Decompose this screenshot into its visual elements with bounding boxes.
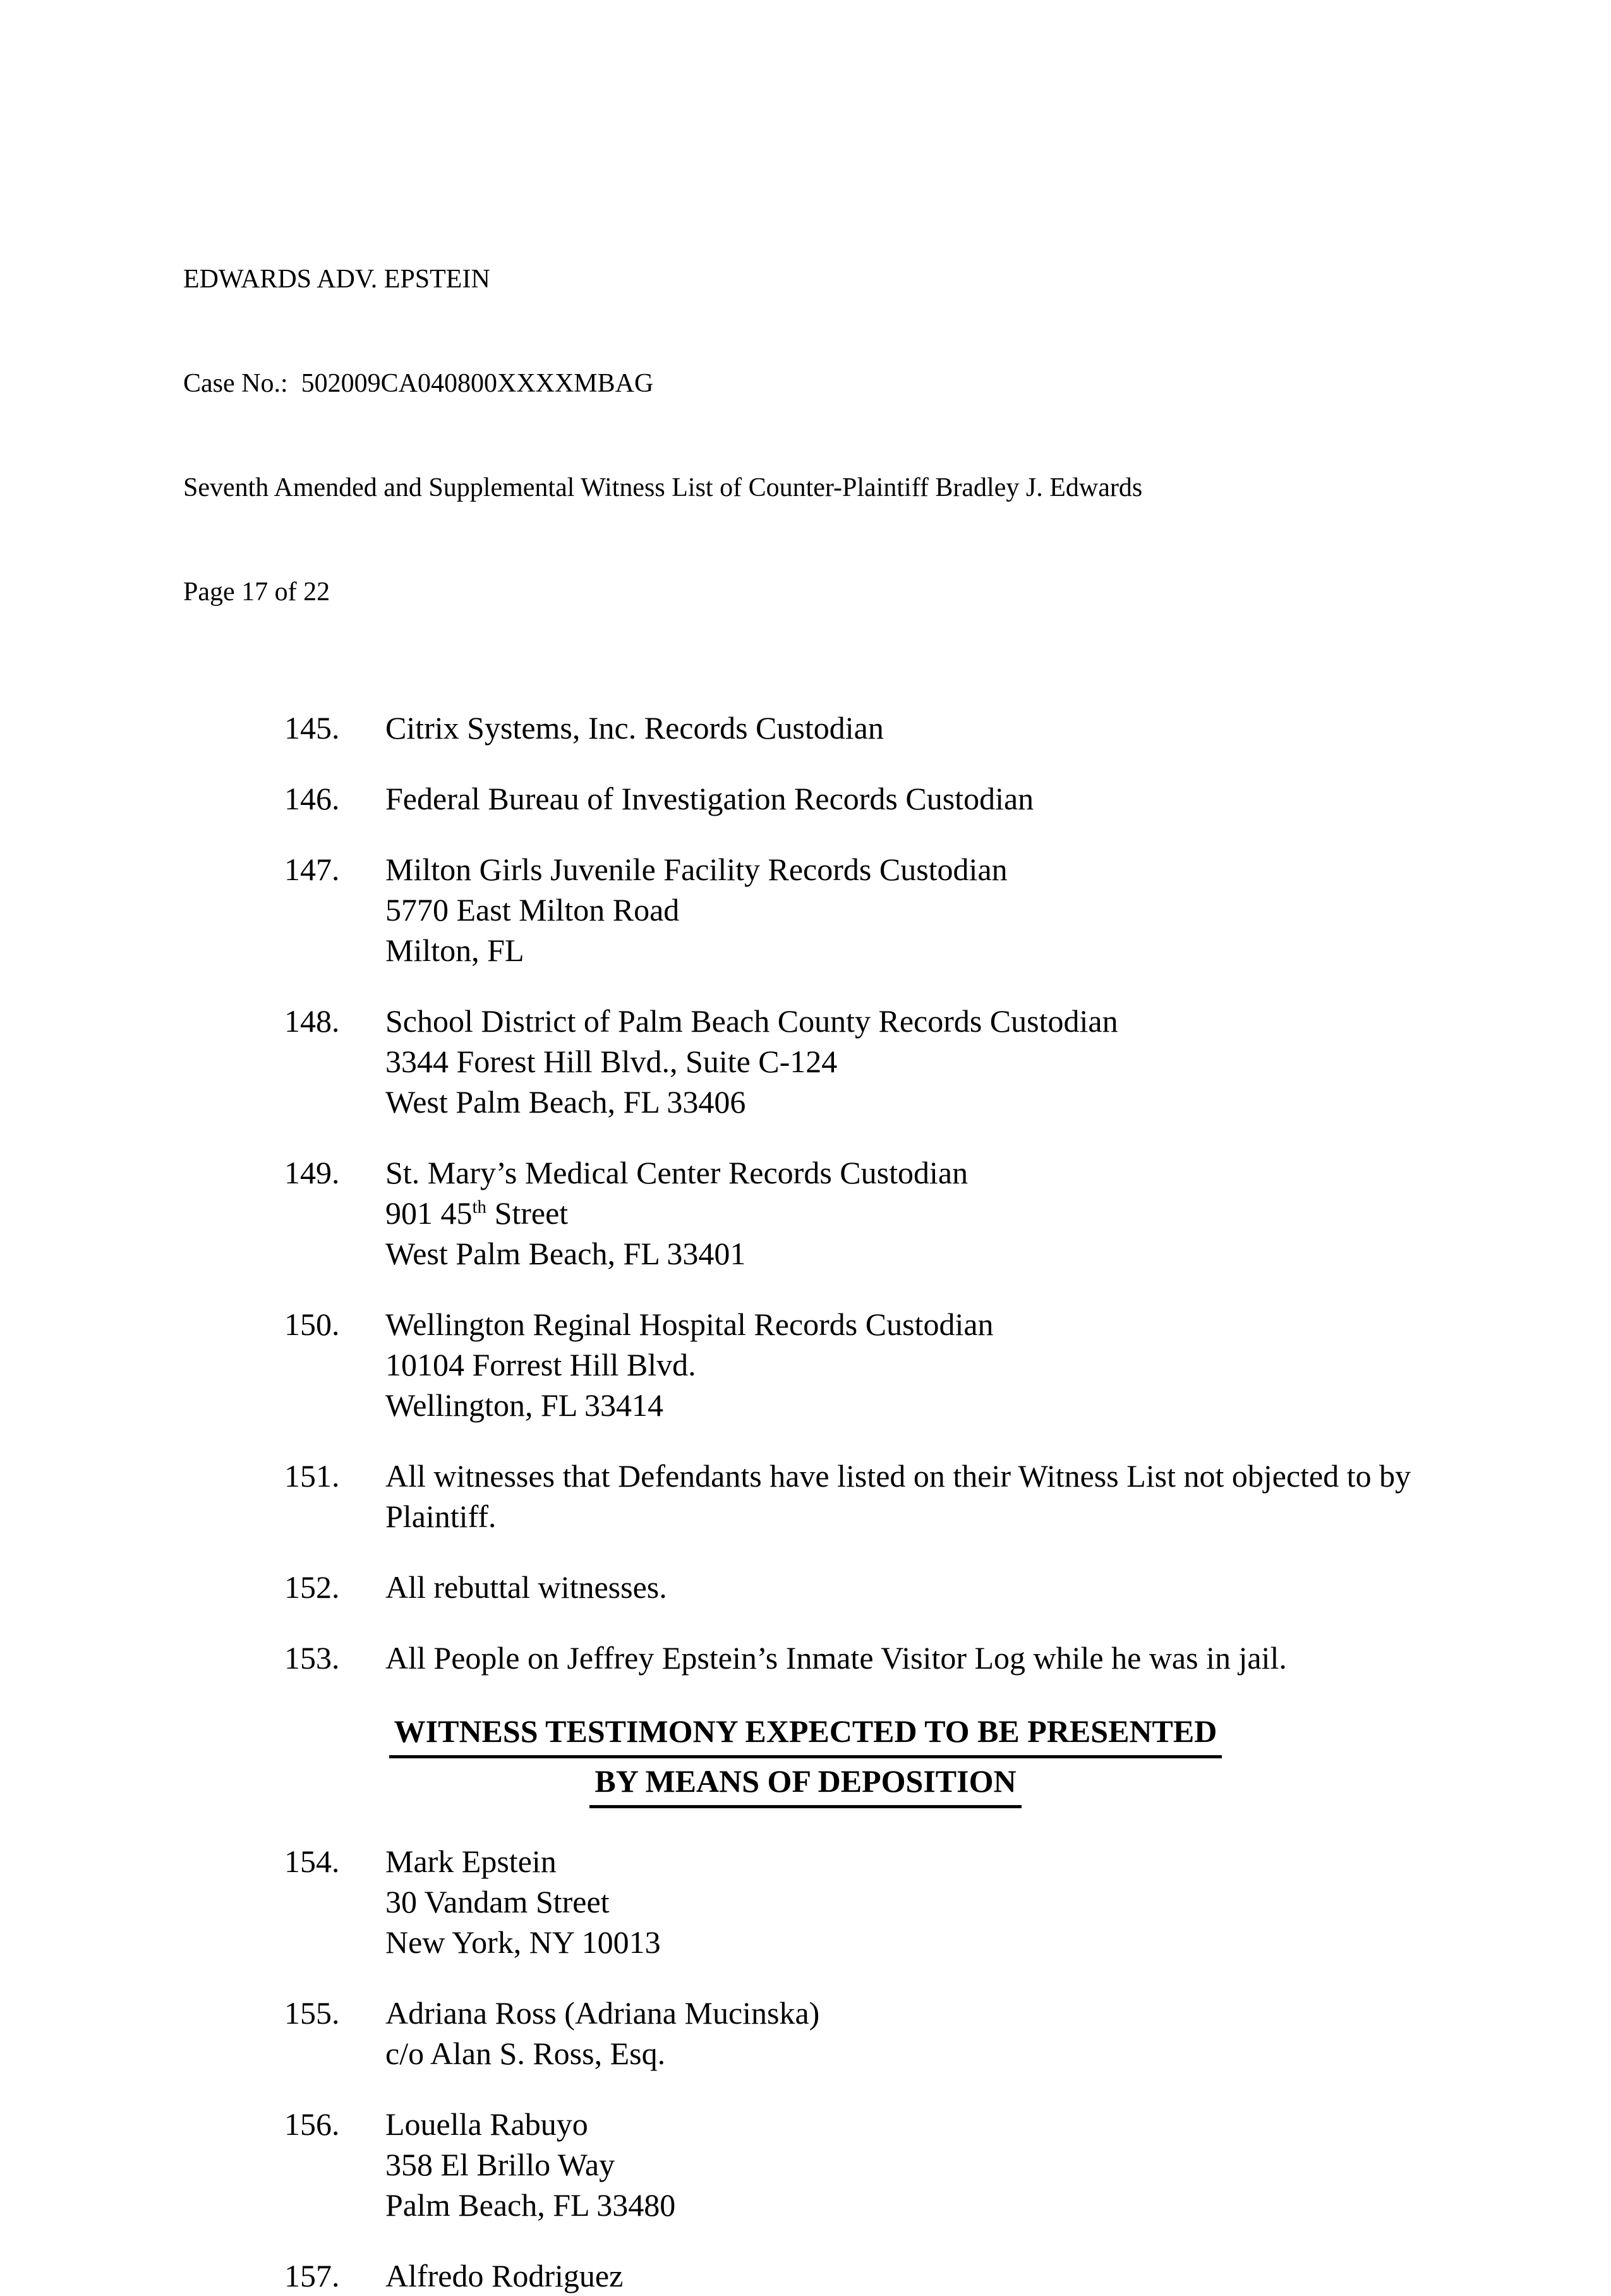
item-line: All witnesses that Defendants have listed on their Witness List not objected to by Plaintiff.	[385, 1458, 1411, 1534]
deposition-section-heading	[183, 1708, 1428, 1808]
witness-item-148	[183, 1001, 1428, 1122]
item-text	[385, 1304, 994, 1425]
section-heading-text: WITNESS TESTIMONY EXPECTED TO BE PRESENTED	[389, 1708, 1222, 1758]
item-line: Citrix Systems, Inc. Records Custodian	[385, 710, 884, 746]
item-number: 156.	[284, 2106, 340, 2142]
item-text	[385, 1993, 819, 2074]
item-line: Milton, FL	[385, 933, 524, 968]
witness-list	[183, 708, 1428, 2296]
item-line: Palm Beach, FL 33480	[385, 2187, 676, 2223]
section-heading-line	[183, 1708, 1428, 1758]
witness-item-145	[183, 708, 1428, 748]
item-line: Wellington Reginal Hospital Records Custodian	[385, 1307, 994, 1342]
item-line: All People on Jeffrey Epstein’s Inmate Visitor Log while he was in jail.	[385, 1640, 1287, 1676]
item-line: Federal Bureau of Investigation Records Custodian	[385, 781, 1034, 816]
item-number: 151.	[284, 1458, 340, 1494]
item-line: Wellington, FL 33414	[385, 1387, 663, 1423]
item-line: Milton Girls Juvenile Facility Records Custodian	[385, 852, 1008, 887]
witness-item-150	[183, 1304, 1428, 1425]
case-header	[183, 193, 1428, 679]
item-number: 154.	[284, 1844, 340, 1879]
item-text	[385, 1638, 1287, 1678]
item-line: 10104 Forrest Hill Blvd.	[385, 1347, 696, 1382]
item-number: 146.	[284, 781, 340, 816]
item-line: West Palm Beach, FL 33406	[385, 1084, 746, 1120]
page-number-line: Page 17 of 22	[183, 577, 330, 607]
witness-item-155	[183, 1993, 1428, 2074]
item-number: 152.	[284, 1569, 340, 1605]
document-title-line: Seventh Amended and Supplemental Witness List of Counter-Plaintiff Bradley J. Edwards	[183, 473, 1143, 502]
item-text	[385, 778, 1034, 819]
witness-item-146	[183, 778, 1428, 819]
item-line: School District of Palm Beach County Records Custodian	[385, 1003, 1118, 1039]
item-line: West Palm Beach, FL 33401	[385, 1236, 746, 1271]
item-text	[385, 1567, 667, 1607]
item-number: 153.	[284, 1640, 340, 1676]
item-text	[385, 2104, 675, 2225]
item-text	[385, 849, 1008, 970]
street-number: 901 45	[385, 1195, 473, 1231]
item-line: New York, NY 10013	[385, 1924, 661, 1960]
section-heading-line	[183, 1758, 1428, 1808]
section-heading-text: BY MEANS OF DEPOSITION	[589, 1758, 1021, 1808]
item-text	[385, 1152, 968, 1274]
witness-item-156	[183, 2104, 1428, 2225]
item-number: 147.	[284, 852, 340, 887]
item-number: 157.	[284, 2258, 340, 2293]
witness-item-152	[183, 1567, 1428, 1607]
item-line: 3344 Forest Hill Blvd., Suite C-124	[385, 1044, 838, 1079]
item-number: 149.	[284, 1155, 340, 1190]
item-line: Alfredo Rodriguez	[385, 2258, 624, 2293]
item-line: St. Mary’s Medical Center Records Custodian	[385, 1155, 968, 1190]
item-line: 30 Vandam Street	[385, 1884, 610, 1919]
item-number: 150.	[284, 1307, 340, 1342]
ordinal-superscript: th	[472, 1197, 487, 1217]
item-line: Adriana Ross (Adriana Mucinska)	[385, 1995, 820, 2031]
item-line: Louella Rabuyo	[385, 2106, 588, 2142]
item-number: 148.	[284, 1003, 340, 1039]
street-name: Street	[486, 1195, 569, 1231]
witness-item-157	[183, 2256, 1428, 2296]
case-caption-line: EDWARDS ADV. EPSTEIN	[183, 265, 490, 294]
item-text	[385, 1001, 1118, 1122]
item-number: 155.	[284, 1995, 340, 2031]
case-number-line: Case No.: 502009CA040800XXXXMBAG	[183, 369, 654, 398]
item-line: c/o Alan S. Ross, Esq.	[385, 2036, 666, 2071]
item-text	[385, 1456, 1428, 1537]
witness-item-149	[183, 1152, 1428, 1274]
item-line: 5770 East Milton Road	[385, 892, 680, 927]
witness-item-151	[183, 1456, 1428, 1537]
witness-item-154	[183, 1841, 1428, 1962]
item-text	[385, 1841, 661, 1962]
item-text	[385, 2256, 623, 2296]
item-line: Mark Epstein	[385, 1844, 557, 1879]
item-line: All rebuttal witnesses.	[385, 1569, 667, 1605]
item-text	[385, 708, 884, 748]
item-line	[385, 1193, 968, 1233]
witness-item-153	[183, 1638, 1428, 1678]
witness-item-147	[183, 849, 1428, 970]
item-line: 358 El Brillo Way	[385, 2147, 615, 2182]
item-number: 145.	[284, 710, 340, 746]
